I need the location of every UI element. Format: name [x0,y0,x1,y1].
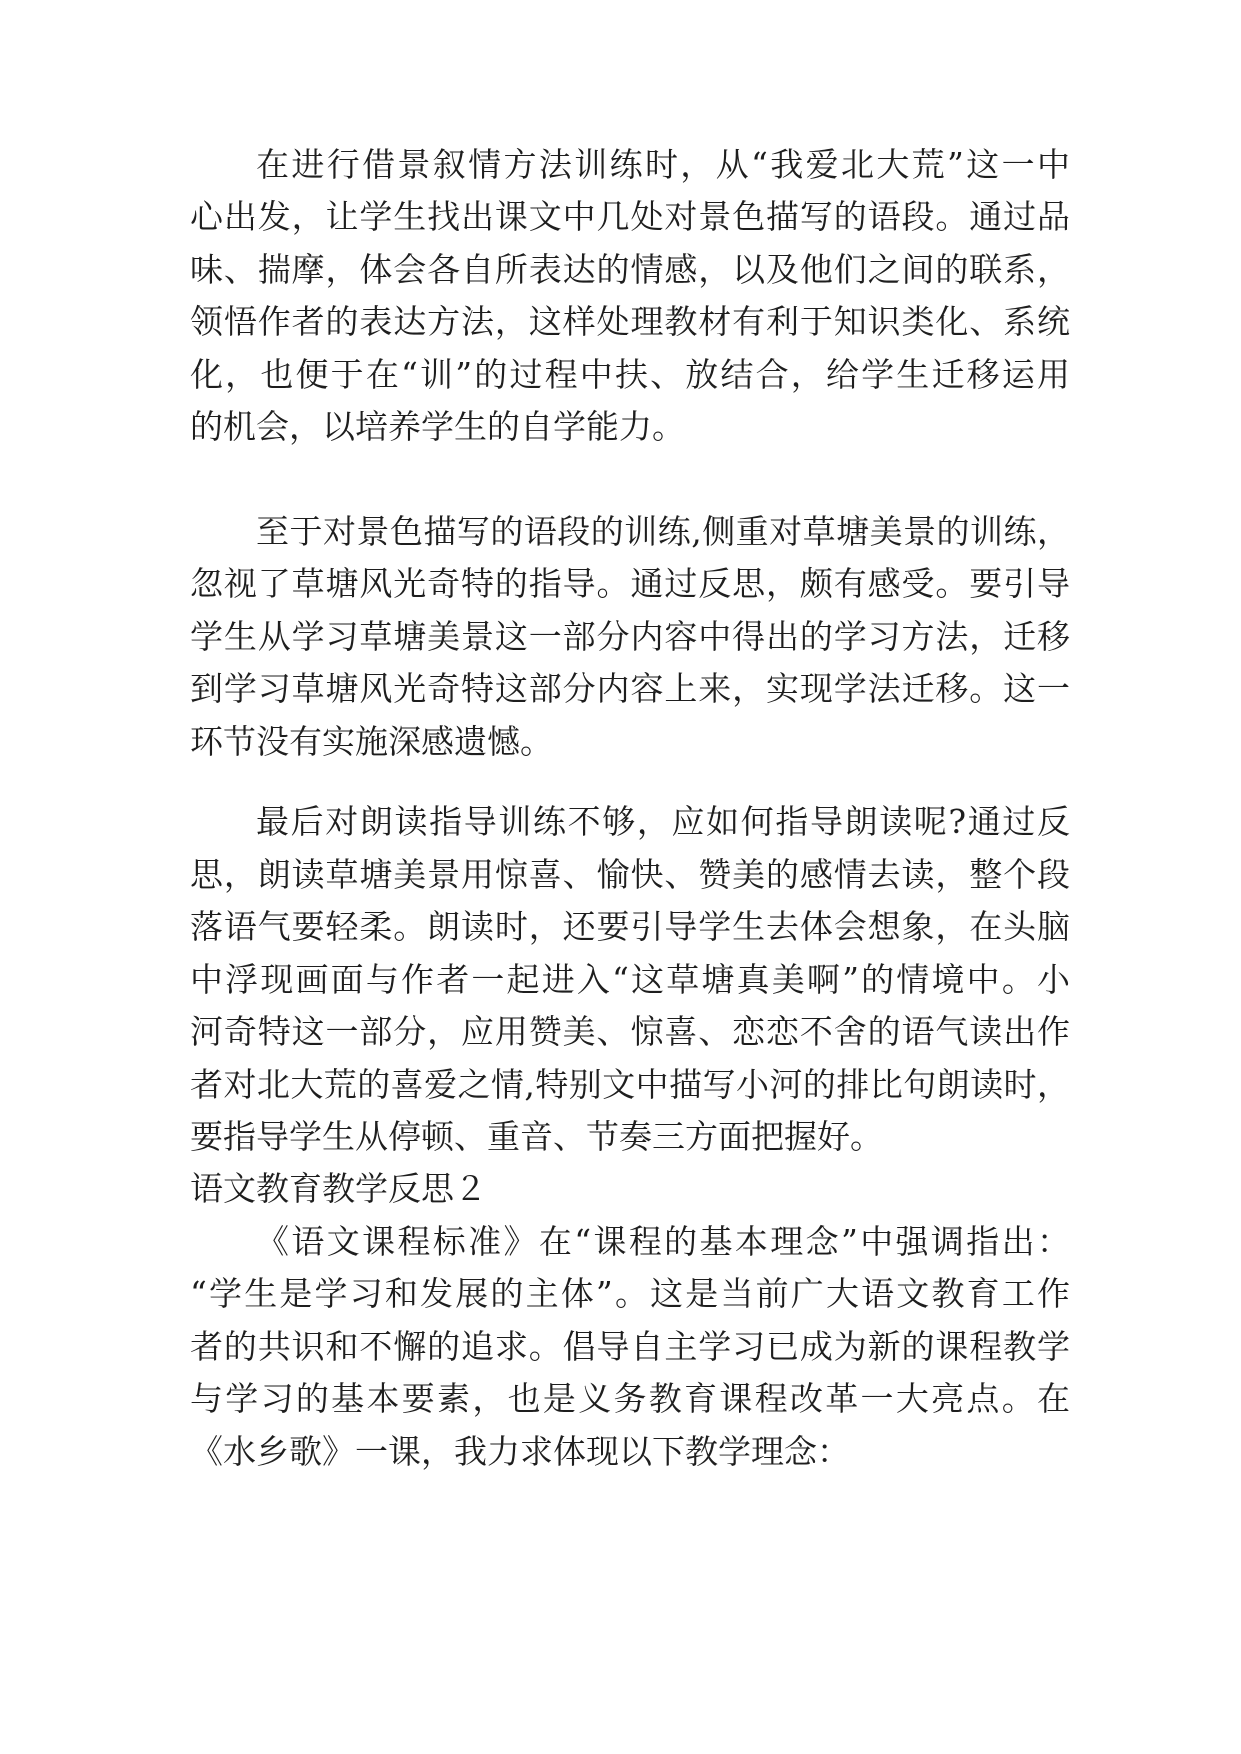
paragraph-line: 《语文课程标准》在“课程的基本理念”中强调指出： [256,1222,1070,1261]
paragraph-line: 化，也便于在“训”的过程中扶、放结合，给学生迁移运用 [190,355,1070,394]
paragraph-line: 落语气要轻柔。朗读时，还要引导学生去体会想象，在头脑 [190,907,1070,946]
paragraph-line: 领悟作者的表达方法，这样处理教材有利于知识类化、系统 [190,302,1070,341]
paragraph-line: 在进行借景叙情方法训练时，从“我爱北大荒”这一中 [256,145,1070,184]
paragraph-line: 最后对朗读指导训练不够，应如何指导朗读呢?通过反 [256,802,1070,841]
section-heading: 语文教育教学反思２ [190,1169,487,1208]
paragraph-line: 的机会，以培养学生的自学能力。 [190,407,685,446]
paragraph-line: “学生是学习和发展的主体”。这是当前广大语文教育工作 [190,1274,1070,1313]
paragraph-line: 至于对景色描写的语段的训练,侧重对草塘美景的训练， [256,512,1070,551]
paragraph-line: 思，朗读草塘美景用惊喜、愉快、赞美的感情去读，整个段 [190,855,1070,894]
paragraph-line: 到学习草塘风光奇特这部分内容上来，实现学法迁移。这一 [190,669,1070,708]
paragraph-line: 环节没有实施深感遗憾。 [190,722,553,761]
paragraph-line: 要指导学生从停顿、重音、节奏三方面把握好。 [190,1117,883,1156]
paragraph-line: 与学习的基本要素，也是义务教育课程改革一大亮点。在 [190,1379,1070,1418]
paragraph-line: 忽视了草塘风光奇特的指导。通过反思，颇有感受。要引导 [190,564,1070,603]
paragraph-line: 味、揣摩，体会各自所表达的情感，以及他们之间的联系， [190,250,1070,289]
paragraph-line: 河奇特这一部分，应用赞美、惊喜、恋恋不舍的语气读出作 [190,1012,1070,1051]
paragraph-line: 《水乡歌》一课，我力求体现以下教学理念： [190,1432,850,1471]
paragraph-line: 者对北大荒的喜爱之情,特别文中描写小河的排比句朗读时， [190,1065,1070,1104]
paragraph-line: 者的共识和不懈的追求。倡导自主学习已成为新的课程教学 [190,1327,1070,1366]
paragraph-line: 中浮现画面与作者一起进入“这草塘真美啊”的情境中。小 [190,960,1070,999]
paragraph-line: 学生从学习草塘美景这一部分内容中得出的学习方法，迁移 [190,617,1070,656]
paragraph-line: 心出发，让学生找出课文中几处对景色描写的语段。通过品 [190,197,1070,236]
